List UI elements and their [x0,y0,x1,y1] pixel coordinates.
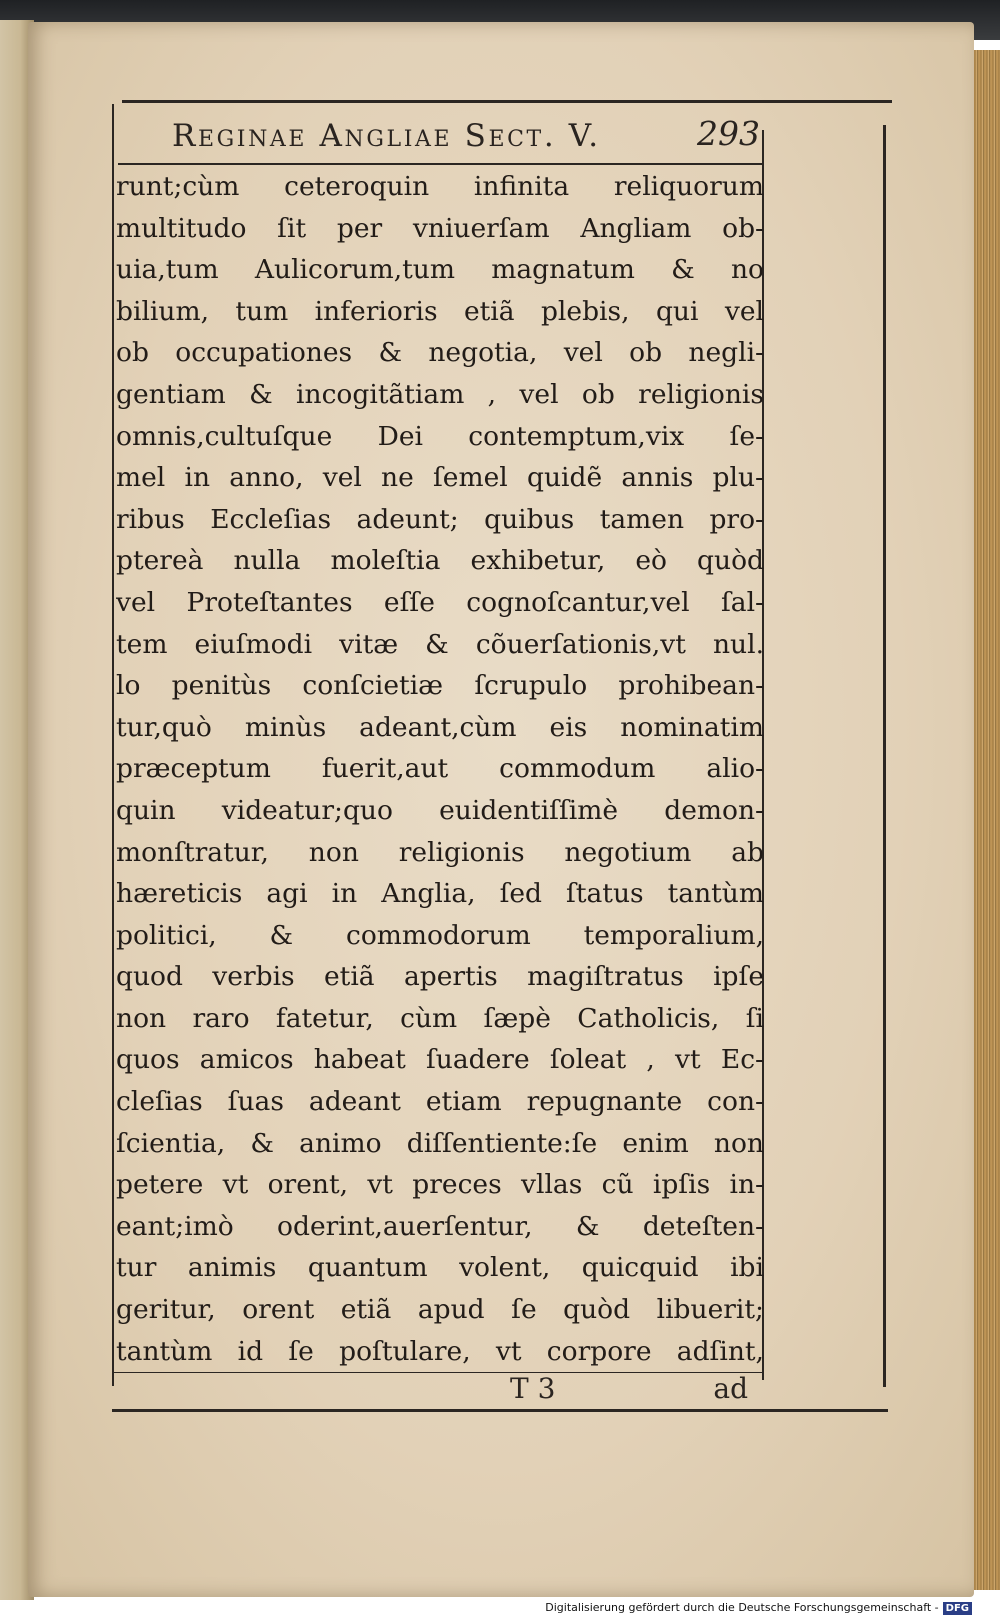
catchword: ad [713,1372,748,1405]
signature-mark: T 3 [510,1372,556,1405]
text-line: præceptum fuerit,aut commodum alio- [116,753,764,785]
text-line: uia,tum Aulicorum,tum magnatum & no [116,254,764,286]
text-line: tur animis quantum volent, quicquid ibi [116,1252,764,1284]
text-line: multitudo ſit per vniuerſam Angliam ob- [116,212,764,244]
text-line: ribus Eccleſias adeunt; quibus tamen pro- [116,503,764,535]
text-line: quin videatur;quo euidentiſſimè demon- [116,794,764,826]
text-line: hæreticis agi in Anglia, ſed ſtatus tantùm [116,878,764,910]
text-line: quos amicos habeat ſuadere ſoleat , vt Ec- [116,1044,764,1076]
text-line: tem eiuſmodi vitæ & cõuerſationis,vt nul. [116,628,764,660]
header-rule [118,163,764,165]
frame-rule-left [112,104,114,1386]
funding-credit-text: Digitalisierung gefördert durch die Deutsche Forschungsgemeinschaft - [545,1601,939,1614]
frame-rule-top [122,100,892,103]
text-line: ptereà nulla moleſtia exhibetur, eò quòd [116,545,764,577]
text-line: bilium, tum inferioris etiã plebis, qui vel [116,295,764,327]
text-line: non raro fatetur, cùm ſæpè Catholicis, ſi [116,1002,764,1034]
text-line: omnis,cultuſque Dei contemptum,vix ſe- [116,420,764,452]
text-line: mel in anno, vel ne ſemel quidẽ annis plu- [116,462,764,494]
text-line: eant;imò oderint,auerſentur, & deteſten- [116,1210,764,1242]
text-line: geritur, orent etiã apud ſe quòd libuerit; [116,1294,764,1326]
text-line: quod verbis etiã apertis magiſtratus ipſe [116,961,764,993]
text-line: ſcientia, & animo diſſentiente:ſe enim non [116,1127,764,1159]
text-line: tantùm id ſe poſtulare, vt corpore adſint, [116,1335,764,1367]
text-line: lo penitùs conſcietiæ ſcrupulo prohibean- [116,670,764,702]
body-text [116,166,764,1372]
page-number: 293 [697,114,760,153]
text-line: politici, & commodorum temporalium, [116,919,764,951]
text-line: gentiam & incogitãtiam , vel ob religionis [116,378,764,410]
text-line: tur,quò minùs adeant,cùm eis nominatim [116,711,764,743]
page-header [118,108,770,160]
text-line: runt;cùm ceteroquin infinita reliquorum [116,171,764,202]
text-line: petere vt orent, vt preces vllas cũ ipſis in- [116,1169,764,1201]
running-head: Reginae Angliae Sect. V. [172,118,601,154]
funding-credit [545,1600,972,1616]
page-footer [112,1372,762,1410]
text-line: ob occupationes & negotia, vel ob negli- [116,337,764,369]
dfg-logo: DFG [943,1602,972,1615]
frame-rule-outer-right [883,125,886,1387]
text-line: cleſias ſuas adeant etiam repugnante con- [116,1086,764,1118]
text-line: monſtratur, non religionis negotium ab [116,836,764,868]
text-line: vel Proteſtantes eſſe cognoſcantur,vel ſal- [116,586,764,618]
